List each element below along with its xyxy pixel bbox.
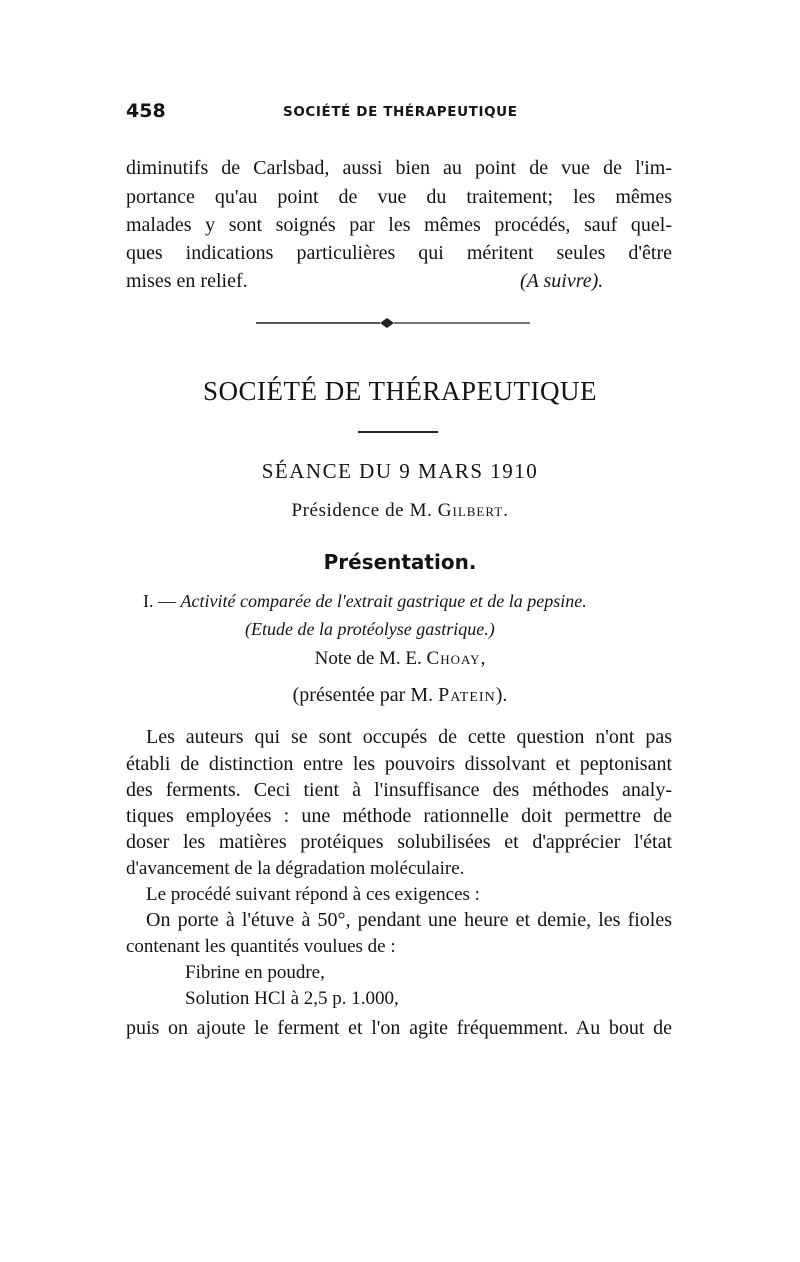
presidence-prefix: Présidence de M. [291, 500, 438, 521]
article-number: I. — [143, 591, 181, 611]
continued-line-2: portance qu'au point de vue du traitement; les mêmes [126, 186, 672, 208]
page-number: 458 [126, 100, 166, 122]
body-line-5: doser les matières protéiques solubilisées et d'apprécier l'état [126, 831, 672, 853]
presented-suffix: ). [495, 684, 508, 706]
presented-prefix: (présentée par M. [292, 684, 439, 706]
continued-line-1: diminutifs de Carlsbad, aussi bien au point de vue de l'im- [126, 157, 672, 179]
note-line [0, 648, 800, 670]
note-prefix: Note de M. E. [314, 648, 427, 669]
presented-by-line [0, 684, 800, 707]
note-author: Choay [426, 648, 481, 669]
a-suivre: (A suivre). [520, 270, 604, 292]
ornament-divider [256, 316, 530, 330]
body-final-line: puis on ajoute le ferment et l'on agite fréquemment. Au bout de [126, 1017, 672, 1039]
presidence-line [0, 500, 800, 522]
continued-last-line: mises en relief. [126, 270, 248, 292]
article-title-line-1 [143, 591, 587, 612]
list-item: Fibrine en poudre, [185, 962, 325, 983]
title-rule [358, 430, 438, 434]
list-item: Solution HCl à 2,5 p. 1.000, [185, 988, 399, 1009]
body-line-3: des ferments. Ceci tient à l'insuffisance des méthodes analy- [126, 779, 672, 801]
body-paragraph-2: Le procédé suivant répond à ces exigences : [146, 884, 480, 905]
body-line-2: établi de distinction entre les pouvoirs dissolvant et peptonisant [126, 753, 672, 775]
body-line-4: tiques employées : une méthode rationnelle doit permettre de [126, 805, 672, 827]
presidence-suffix: . [503, 500, 509, 521]
body-paragraph-3-line-2: contenant les quantités voulues de : [126, 936, 396, 957]
page-header [126, 100, 674, 130]
body-line-1: Les auteurs qui se sont occupés de cette question n'ont pas [146, 726, 672, 748]
presidence-name: Gilbert [437, 500, 504, 521]
note-suffix: , [480, 648, 486, 669]
section-title: SOCIÉTÉ DE THÉRAPEUTIQUE [203, 376, 597, 406]
body-line-6: d'avancement de la dégradation moléculaire. [126, 858, 465, 879]
continued-line-4: ques indications particulières qui méritent seules d'être [126, 242, 672, 264]
article-title: Activité comparée de l'extrait gastrique et de la pepsine. [180, 591, 587, 611]
seance-date: SÉANCE DU 9 MARS 1910 [261, 459, 539, 483]
body-paragraph-3-line-1: On porte à l'étuve à 50°, pendant une heure et demie, les fioles [146, 909, 672, 931]
presented-name: Patein [438, 684, 496, 706]
running-title: SOCIÉTÉ DE THÉRAPEUTIQUE [283, 104, 518, 120]
continued-line-3: malades y sont soignés par les mêmes procédés, sauf quel- [126, 214, 672, 236]
article-subtitle: (Etude de la protéolyse gastrique.) [245, 619, 495, 639]
presentation-heading: Présentation. [323, 550, 477, 574]
